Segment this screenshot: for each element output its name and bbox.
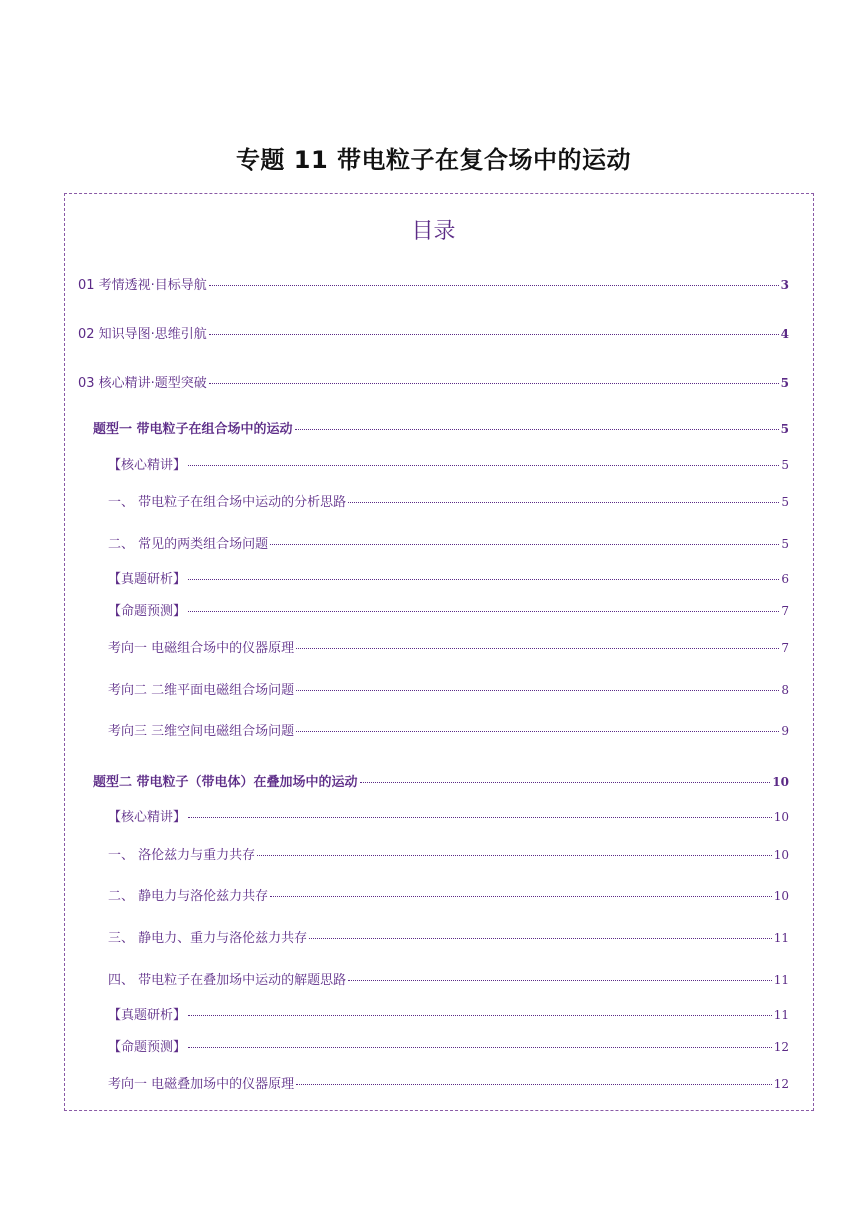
- toc-entry-page: 10: [773, 810, 789, 824]
- toc-entry-page: 5: [781, 537, 789, 551]
- toc-leader-dots: [209, 285, 779, 286]
- toc-leader-dots: [257, 855, 772, 856]
- toc-leader-dots: [348, 502, 779, 503]
- toc-entry-label: 一、 洛伦兹力与重力共存: [108, 848, 256, 863]
- toc-entry[interactable]: [108, 1076, 789, 1093]
- toc-entry[interactable]: [78, 375, 789, 392]
- toc-entry-page: 8: [781, 683, 789, 697]
- toc-entry-page: 5: [780, 376, 789, 390]
- toc-entry[interactable]: [108, 972, 789, 989]
- toc-leader-dots: [309, 938, 772, 939]
- toc-entry[interactable]: [93, 774, 789, 791]
- toc-entry[interactable]: [78, 326, 789, 343]
- toc-entry[interactable]: [108, 1039, 789, 1056]
- toc-entry-page: 11: [773, 1008, 789, 1022]
- toc-entry-label: 【命题预测】: [108, 1040, 187, 1055]
- toc-leader-dots: [360, 782, 771, 783]
- document-title: 专题 11 带电粒子在复合场中的运动: [235, 146, 632, 174]
- toc-leader-dots: [295, 429, 779, 430]
- toc-entry[interactable]: [108, 1007, 789, 1024]
- toc-leader-dots: [188, 1015, 772, 1016]
- toc-entry-label: 01 考情透视·目标导航: [78, 278, 207, 293]
- toc-entry-page: 4: [780, 327, 789, 341]
- toc-entry-page: 7: [781, 641, 789, 655]
- toc-entry-page: 7: [781, 604, 789, 618]
- toc-entry-label: 三、 静电力、重力与洛伦兹力共存: [108, 931, 308, 946]
- toc-entry[interactable]: [78, 277, 789, 294]
- toc-entry[interactable]: [108, 847, 789, 864]
- toc-entry[interactable]: [108, 888, 789, 905]
- toc-entry-label: 【真题研析】: [108, 572, 187, 587]
- toc-entry-label: 考向三 三维空间电磁组合场问题: [108, 724, 295, 739]
- toc-leader-dots: [270, 896, 772, 897]
- toc-leader-dots: [188, 579, 779, 580]
- toc-leader-dots: [188, 817, 772, 818]
- toc-leader-dots: [296, 731, 779, 732]
- toc-entry-page: 5: [781, 458, 789, 472]
- toc-leader-dots: [209, 383, 779, 384]
- toc-entry-page: 12: [773, 1040, 789, 1054]
- toc-entry-page: 11: [773, 931, 789, 945]
- toc-entry[interactable]: [108, 494, 789, 511]
- toc-entry-label: 【命题预测】: [108, 604, 187, 619]
- toc-entry-label: 二、 常见的两类组合场问题: [108, 537, 269, 552]
- toc-entry-page: 5: [780, 422, 789, 436]
- toc-entry-label: 02 知识导图·思维引航: [78, 327, 207, 342]
- toc-leader-dots: [270, 544, 779, 545]
- toc-entry-label: 考向二 二维平面电磁组合场问题: [108, 683, 295, 698]
- toc-entry-page: 6: [781, 572, 789, 586]
- toc-entry-page: 5: [781, 495, 789, 509]
- toc-entry-label: 【真题研析】: [108, 1008, 187, 1023]
- toc-entry-label: 考向一 电磁组合场中的仪器原理: [108, 641, 295, 656]
- toc-leader-dots: [209, 334, 779, 335]
- toc-entry[interactable]: [108, 640, 789, 657]
- toc-leader-dots: [296, 648, 779, 649]
- toc-entry[interactable]: [93, 421, 789, 438]
- toc-entry[interactable]: [108, 809, 789, 826]
- toc-entry-page: 9: [781, 724, 789, 738]
- toc-entry[interactable]: [108, 723, 789, 740]
- toc-entry-label: 考向一 电磁叠加场中的仪器原理: [108, 1077, 295, 1092]
- toc-leader-dots: [296, 1084, 772, 1085]
- toc-leader-dots: [188, 611, 779, 612]
- toc-entry-label: 题型一 带电粒子在组合场中的运动: [93, 422, 293, 437]
- toc-entry[interactable]: [108, 930, 789, 947]
- toc-entry[interactable]: [108, 603, 789, 620]
- toc-entry-page: 10: [773, 889, 789, 903]
- toc-entry-label: 【核心精讲】: [108, 810, 187, 825]
- toc-heading: 目录: [411, 219, 456, 244]
- toc-entry-page: 3: [780, 278, 789, 292]
- toc-entry-page: 10: [772, 775, 789, 789]
- toc-entry-label: 四、 带电粒子在叠加场中运动的解题思路: [108, 973, 347, 988]
- toc-leader-dots: [188, 1047, 772, 1048]
- toc-entry-page: 10: [773, 848, 789, 862]
- toc-entry-label: 题型二 带电粒子（带电体）在叠加场中的运动: [93, 775, 358, 790]
- toc-leader-dots: [296, 690, 779, 691]
- toc-leader-dots: [348, 980, 772, 981]
- toc-entry-label: 一、 带电粒子在组合场中运动的分析思路: [108, 495, 347, 510]
- toc-entry-label: 03 核心精讲·题型突破: [78, 376, 207, 391]
- toc-leader-dots: [188, 465, 779, 466]
- toc-entry-label: 二、 静电力与洛伦兹力共存: [108, 889, 269, 904]
- toc-entry-page: 12: [773, 1077, 789, 1091]
- toc-entry[interactable]: [108, 571, 789, 588]
- toc-entry[interactable]: [108, 457, 789, 474]
- toc-entry-label: 【核心精讲】: [108, 458, 187, 473]
- toc-entry-page: 11: [773, 973, 789, 987]
- toc-entry[interactable]: [108, 682, 789, 699]
- toc-entry[interactable]: [108, 536, 789, 553]
